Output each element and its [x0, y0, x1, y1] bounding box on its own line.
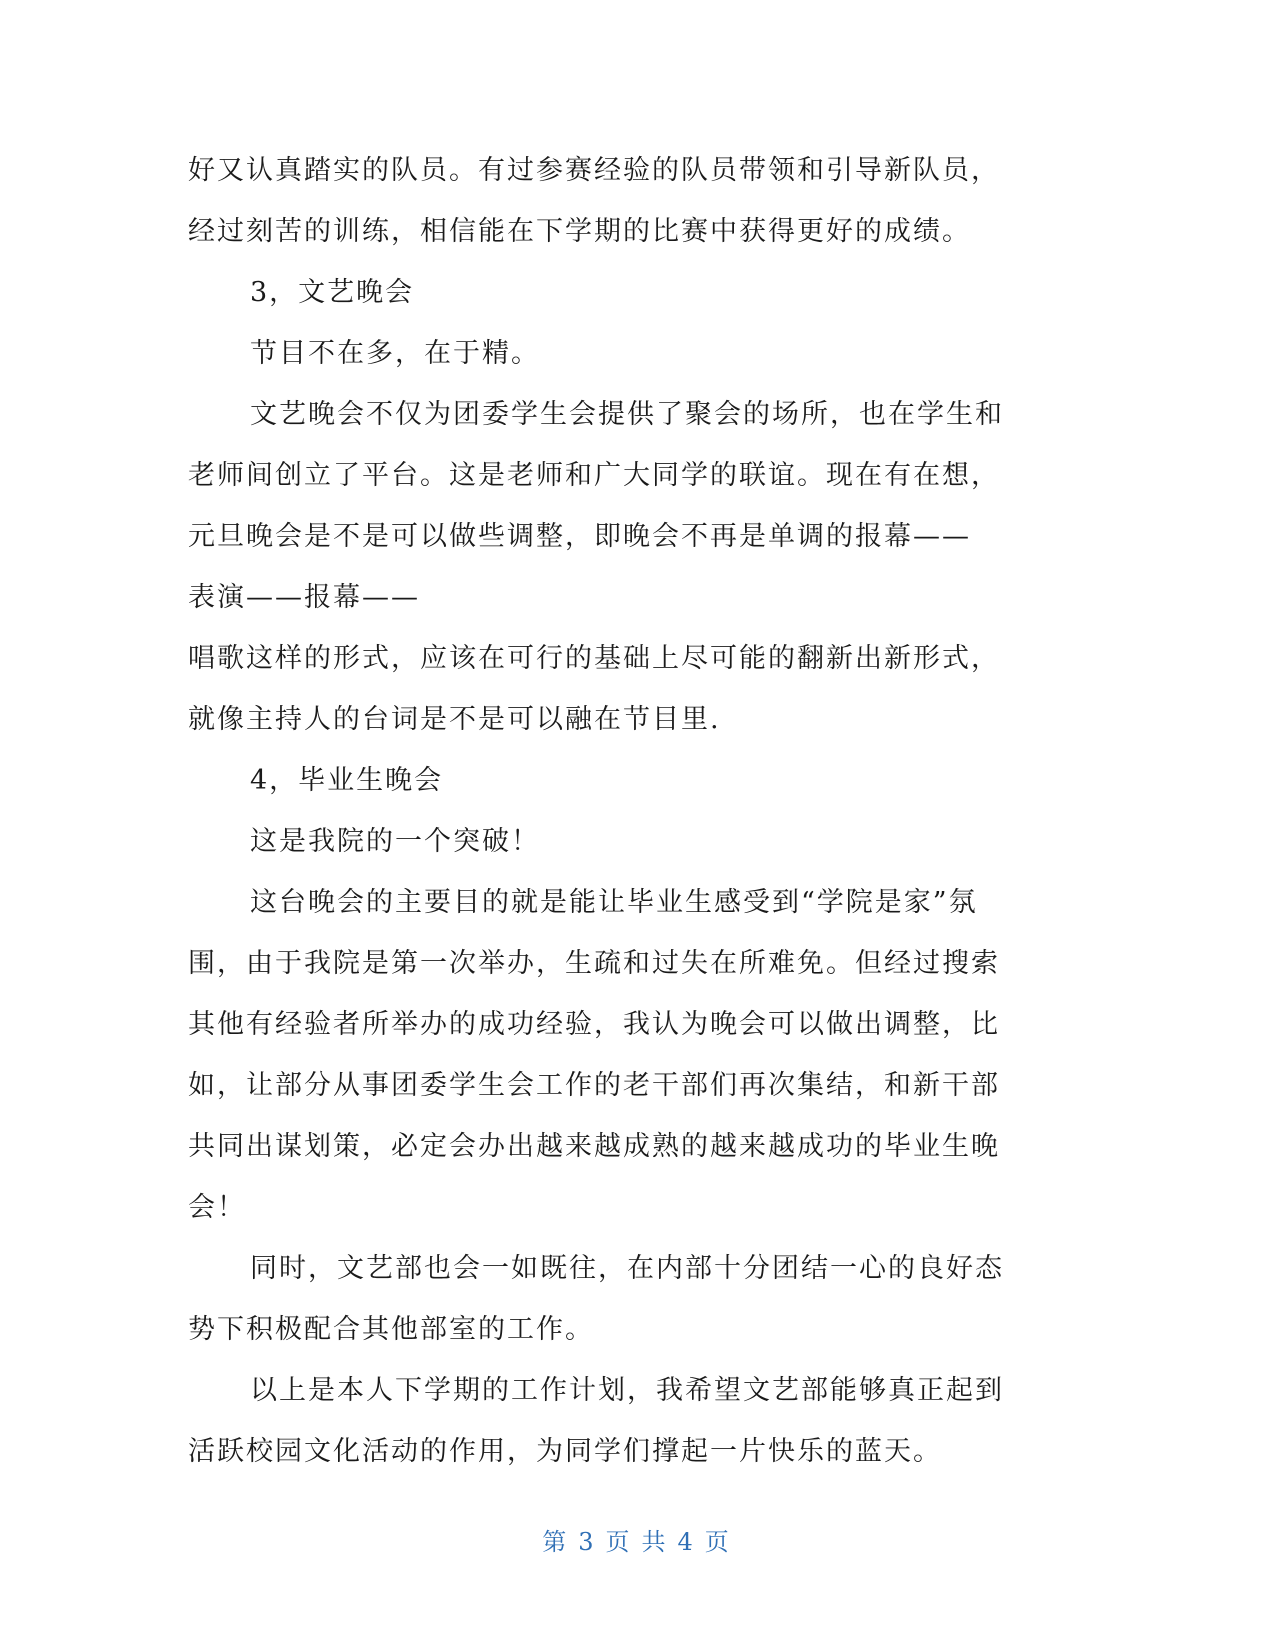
page-footer [0, 1522, 1275, 1557]
current-page-number: 3 [578, 1528, 598, 1556]
section-heading: 3，文艺晚会 [250, 277, 415, 308]
total-label: 共 [641, 1528, 670, 1556]
body-line: 势下积极配合其他部室的工作。 [188, 1314, 594, 1345]
body-line: 共同出谋划策，必定会办出越来越成熟的越来越成功的毕业生晚 [188, 1131, 1000, 1162]
page-unit: 页 [605, 1528, 634, 1556]
body-line: 活跃校园文化活动的作用，为同学们撑起一片快乐的蓝天。 [188, 1436, 942, 1467]
body-line: 这台晚会的主要目的就是能让毕业生感受到“学院是家”氛 [250, 887, 978, 918]
body-line: 节目不在多，在于精。 [250, 338, 540, 369]
total-pages-number: 4 [677, 1528, 697, 1556]
body-line: 会！ [188, 1192, 246, 1223]
body-line: 同时，文艺部也会一如既往，在内部十分团结一心的良好态 [250, 1253, 1004, 1284]
page-label: 第 [542, 1528, 571, 1556]
section-heading: 4，毕业生晚会 [250, 765, 444, 796]
body-line: 表演——报幕—— [188, 582, 420, 613]
body-line: 就像主持人的台词是不是可以融在节目里. [188, 704, 721, 735]
body-line: 以上是本人下学期的工作计划，我希望文艺部能够真正起到 [250, 1375, 1004, 1406]
body-line: 围，由于我院是第一次举办，生疏和过失在所难免。但经过搜索 [188, 948, 1000, 979]
body-line: 老师间创立了平台。这是老师和广大同学的联谊。现在有在想， [188, 460, 1000, 491]
body-line: 这是我院的一个突破！ [250, 826, 540, 857]
body-line: 如，让部分从事团委学生会工作的老干部们再次集结，和新干部 [188, 1070, 1000, 1101]
document-body [188, 140, 1060, 1482]
body-line: 元旦晚会是不是可以做些调整，即晚会不再是单调的报幕—— [188, 521, 971, 552]
body-line: 文艺晚会不仅为团委学生会提供了聚会的场所，也在学生和 [250, 399, 1004, 430]
body-line: 其他有经验者所举办的成功经验，我认为晚会可以做出调整，比 [188, 1009, 1000, 1040]
body-line: 唱歌这样的形式，应该在可行的基础上尽可能的翻新出新形式， [188, 643, 1000, 674]
total-unit: 页 [704, 1528, 733, 1556]
body-line: 好又认真踏实的队员。有过参赛经验的队员带领和引导新队员， [188, 155, 1000, 186]
body-line: 经过刻苦的训练，相信能在下学期的比赛中获得更好的成绩。 [188, 216, 971, 247]
